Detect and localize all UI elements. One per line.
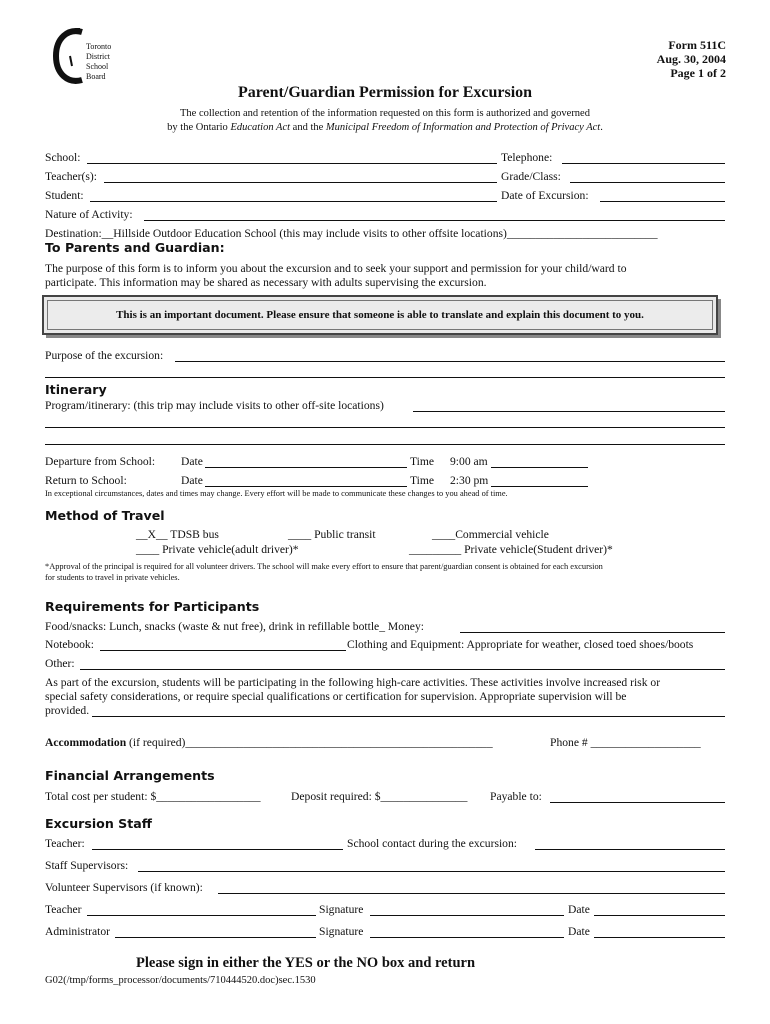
to-parents-heading: To Parents and Guardian:: [45, 240, 225, 255]
administrator-date-field[interactable]: [594, 937, 725, 938]
school-contact-label: School contact during the excursion:: [347, 837, 518, 850]
travel-tdsb-bus[interactable]: __X__ TDSB bus: [136, 528, 219, 541]
logo-line-1: Toronto: [86, 42, 112, 51]
return-date-field[interactable]: [205, 486, 407, 487]
telephone-label: Telephone:: [501, 151, 553, 164]
accommodation-label: Accommodation (if required)_____________________________________________________: [45, 736, 493, 749]
date-of-excursion-field[interactable]: [600, 201, 725, 202]
program-field[interactable]: [413, 411, 725, 412]
travel-private-student[interactable]: _________ Private vehicle(Student driver)*: [409, 543, 613, 556]
volunteer-supervisors-field[interactable]: [218, 893, 725, 894]
form-number: Form 511C: [668, 38, 726, 52]
telephone-field[interactable]: [562, 163, 725, 164]
page-title: Parent/Guardian Permission for Excursion: [237, 84, 533, 101]
administrator-label: Administrator: [45, 925, 111, 938]
logo-mark-icon: [48, 26, 88, 86]
clothing-label: Clothing and Equipment: Appropriate for weather, closed toed shoes/boots: [347, 638, 694, 651]
teacher-field[interactable]: [92, 849, 343, 850]
teacher-signature-label: Signature: [319, 903, 364, 916]
intro-line-1: The collection and retention of the information requested on this form is authorized and governed: [180, 108, 590, 119]
tdsb-logo: [48, 26, 128, 86]
administrator-date-label: Date: [568, 925, 590, 938]
important-notice-text: This is an important document. Please ensure that someone is able to translate and explain this document to you.: [116, 309, 644, 321]
administrator-signature-field[interactable]: [370, 937, 564, 938]
food-label: Food/snacks: Lunch, snacks (waste & nut free), drink in refillable bottle_ Money:: [45, 620, 424, 633]
return-time-label: Time: [410, 474, 435, 487]
return-time-value: 2:30 pm: [450, 474, 489, 487]
staff-heading: Excursion Staff: [45, 816, 152, 831]
teacher-date-label: Date: [568, 903, 590, 916]
staff-supervisors-field[interactable]: [138, 871, 725, 872]
date-of-excursion-label: Date of Excursion:: [501, 189, 589, 202]
other-label: Other:: [45, 657, 75, 670]
important-notice-box: [42, 295, 718, 335]
school-label: School:: [45, 151, 81, 164]
teacher-date-field[interactable]: [594, 915, 725, 916]
staff-supervisors-label: Staff Supervisors:: [45, 859, 129, 872]
grade-class-label: Grade/Class:: [501, 170, 561, 183]
administrator-name-field[interactable]: [115, 937, 316, 938]
high-care-field[interactable]: [92, 716, 725, 717]
departure-date-label: Date: [181, 455, 203, 468]
sign-instruction: Please sign in either the YES or the NO box and return: [136, 955, 476, 971]
payable-to-label: Payable to:: [490, 790, 542, 803]
intro-line-2: by the Ontario Education Act and the Municipal Freedom of Information and Protection of Privacy Act.: [167, 122, 603, 133]
school-contact-field[interactable]: [535, 849, 725, 850]
departure-time-label: Time: [410, 455, 435, 468]
travel-commercial-vehicle[interactable]: ____Commercial vehicle: [432, 528, 549, 541]
grade-class-field[interactable]: [570, 182, 725, 183]
departure-time-value: 9:00 am: [450, 455, 488, 468]
volunteer-supervisors-label: Volunteer Supervisors (if known):: [45, 881, 203, 894]
teacher-label: Teacher:: [45, 837, 85, 850]
purpose-field[interactable]: [175, 361, 725, 362]
school-field[interactable]: [87, 163, 497, 164]
itinerary-heading: Itinerary: [45, 382, 107, 397]
document-path: G02(/tmp/forms_processor/documents/710444520.doc)sec.1530: [45, 975, 316, 986]
program-field-line-3[interactable]: [45, 444, 725, 445]
notebook-field[interactable]: [100, 650, 346, 651]
to-parents-paragraph: The purpose of this form is to inform you about the excursion and to seek your support and permission for your child/ward to participate. This information may be shared as necessary with adults supervising the excursion.: [45, 262, 627, 289]
return-label: Return to School:: [45, 474, 127, 487]
logo-line-4: Board: [86, 72, 106, 81]
teacher-sign-name-field[interactable]: [87, 915, 316, 916]
form-page: Page 1 of 2: [670, 66, 726, 80]
other-field[interactable]: [80, 669, 725, 670]
student-label: Student:: [45, 189, 84, 202]
logo-line-2: District: [86, 52, 110, 61]
notebook-label: Notebook:: [45, 638, 94, 651]
intro-text: [0, 107, 770, 135]
departure-time-field[interactable]: [491, 467, 588, 468]
program-label: Program/itinerary: (this trip may include visits to other off-site locations): [45, 399, 384, 412]
destination-text: Destination:__Hillside Outdoor Education School (this may include visits to other offsite locations)__________________________: [45, 227, 658, 240]
financial-heading: Financial Arrangements: [45, 768, 215, 783]
accommodation-phone[interactable]: Phone # ___________________: [550, 736, 701, 749]
purpose-field-line-2[interactable]: [45, 377, 725, 378]
requirements-heading: Requirements for Participants: [45, 599, 260, 614]
travel-private-adult[interactable]: ____ Private vehicle(adult driver)*: [136, 543, 299, 556]
itinerary-note: In exceptional circumstances, dates and times may change. Every effort will be made to communicate these changes to you ahead of time.: [45, 489, 508, 498]
form-date: Aug. 30, 2004: [656, 52, 726, 66]
total-cost[interactable]: Total cost per student: $__________________: [45, 790, 261, 803]
payable-to-field[interactable]: [550, 802, 725, 803]
purpose-label: Purpose of the excursion:: [45, 349, 164, 362]
departure-label: Departure from School:: [45, 455, 156, 468]
return-time-field[interactable]: [491, 486, 588, 487]
nature-label: Nature of Activity:: [45, 208, 133, 221]
high-care-paragraph: As part of the excursion, students will be participating in the following high-care activities. These activities involve increased risk or special safety considerations, or require special qualifications or certification for supervision. Appropriate supervision will be provided.: [45, 676, 661, 717]
travel-public-transit[interactable]: ____ Public transit: [288, 528, 376, 541]
deposit-required[interactable]: Deposit required: $_______________: [291, 790, 468, 803]
nature-field[interactable]: [144, 220, 725, 221]
teacher-sign-label: Teacher: [45, 903, 82, 916]
program-field-line-2[interactable]: [45, 427, 725, 428]
departure-date-field[interactable]: [205, 467, 407, 468]
logo-line-3: School: [86, 62, 109, 71]
money-field[interactable]: [460, 632, 725, 633]
teachers-label: Teacher(s):: [45, 170, 97, 183]
teacher-signature-field[interactable]: [370, 915, 564, 916]
travel-note: *Approval of the principal is required for all volunteer drivers. The school will make every effort to ensure that parent/guardian consent is obtained for each excursion for students to travel in private vehicles.: [45, 562, 603, 582]
administrator-signature-label: Signature: [319, 925, 364, 938]
student-field[interactable]: [90, 201, 497, 202]
travel-heading: Method of Travel: [45, 508, 165, 523]
return-date-label: Date: [181, 474, 203, 487]
form-info: [657, 38, 726, 80]
teachers-field[interactable]: [104, 182, 497, 183]
